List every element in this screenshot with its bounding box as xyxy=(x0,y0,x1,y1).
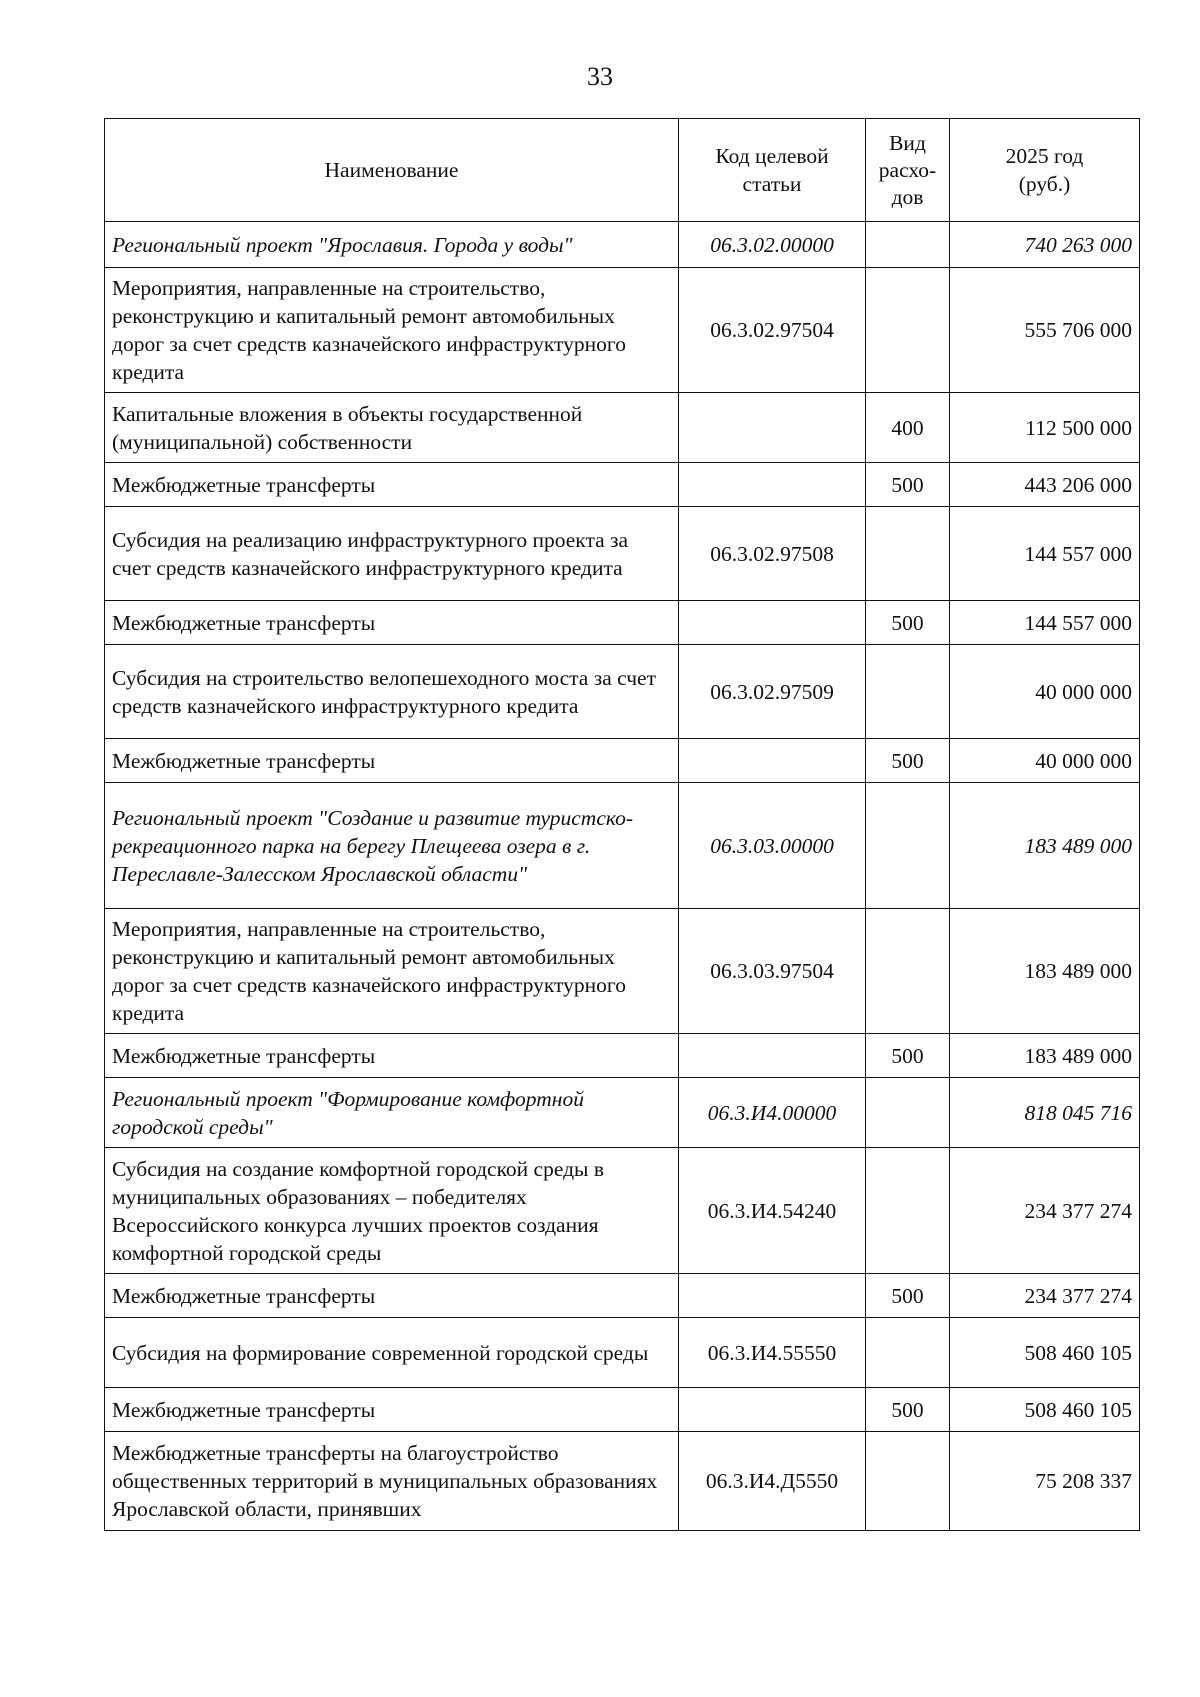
row-type-cell: 500 xyxy=(866,601,950,645)
row-code-cell xyxy=(679,393,866,463)
header-name: Наименование xyxy=(105,119,679,222)
table-row xyxy=(105,222,1140,268)
row-name-cell: Межбюджетные трансферты на благоустройство общественных территорий в муниципальных образованиях Ярославской области, принявших xyxy=(105,1432,679,1531)
row-name-cell: Региональный проект "Создание и развитие туристско-рекреационного парка на берегу Плещеева озера в г. Переславле-Залесском Ярославской области" xyxy=(105,783,679,909)
row-code-cell xyxy=(679,1034,866,1078)
row-type-cell xyxy=(866,1318,950,1388)
table-row xyxy=(105,601,1140,645)
row-type-cell xyxy=(866,909,950,1034)
row-type-cell: 500 xyxy=(866,739,950,783)
row-type-cell xyxy=(866,1078,950,1148)
row-code-cell: 06.3.02.00000 xyxy=(679,222,866,268)
row-code-cell xyxy=(679,739,866,783)
table-row xyxy=(105,1432,1140,1531)
row-code-cell: 06.3.02.97504 xyxy=(679,268,866,393)
row-type-cell xyxy=(866,783,950,909)
row-code-cell: 06.3.03.97504 xyxy=(679,909,866,1034)
row-sum-cell: 443 206 000 xyxy=(950,463,1140,507)
table-row xyxy=(105,1318,1140,1388)
row-name-cell: Межбюджетные трансферты xyxy=(105,601,679,645)
row-code-cell: 06.3.02.97509 xyxy=(679,645,866,739)
row-name-cell: Межбюджетные трансферты xyxy=(105,1274,679,1318)
row-code-cell: 06.3.03.00000 xyxy=(679,783,866,909)
row-code-cell: 06.3.И4.Д5550 xyxy=(679,1432,866,1531)
row-sum-cell: 40 000 000 xyxy=(950,739,1140,783)
row-code-cell: 06.3.И4.54240 xyxy=(679,1148,866,1274)
row-sum-cell: 818 045 716 xyxy=(950,1078,1140,1148)
row-sum-cell: 183 489 000 xyxy=(950,1034,1140,1078)
row-type-cell: 400 xyxy=(866,393,950,463)
row-name-cell: Региональный проект "Формирование комфортной городской среды" xyxy=(105,1078,679,1148)
header-code: Код целевой статьи xyxy=(679,119,866,222)
row-type-cell xyxy=(866,1432,950,1531)
header-sum: 2025 год (руб.) xyxy=(950,119,1140,222)
table-row xyxy=(105,1148,1140,1274)
table-row xyxy=(105,507,1140,601)
row-name-cell: Межбюджетные трансферты xyxy=(105,1034,679,1078)
row-code-cell xyxy=(679,601,866,645)
row-type-cell xyxy=(866,645,950,739)
row-type-cell xyxy=(866,222,950,268)
table-row xyxy=(105,909,1140,1034)
row-sum-cell: 40 000 000 xyxy=(950,645,1140,739)
row-code-cell: 06.3.02.97508 xyxy=(679,507,866,601)
table-row xyxy=(105,739,1140,783)
table-row xyxy=(105,783,1140,909)
row-sum-cell: 75 208 337 xyxy=(950,1432,1140,1531)
row-code-cell xyxy=(679,1388,866,1432)
row-type-cell: 500 xyxy=(866,1034,950,1078)
row-code-cell xyxy=(679,1274,866,1318)
row-code-cell: 06.3.И4.00000 xyxy=(679,1078,866,1148)
row-type-cell xyxy=(866,1148,950,1274)
row-name-cell: Субсидия на создание комфортной городской среды в муниципальных образованиях – победителях Всероссийского конкурса лучших проектов создания комфортной городской среды xyxy=(105,1148,679,1274)
row-name-cell: Субсидия на строительство велопешеходного моста за счет средств казначейского инфраструктурного кредита xyxy=(105,645,679,739)
row-sum-cell: 740 263 000 xyxy=(950,222,1140,268)
row-sum-cell: 144 557 000 xyxy=(950,507,1140,601)
table-row xyxy=(105,393,1140,463)
row-name-cell: Капитальные вложения в объекты государственной (муниципальной) собственности xyxy=(105,393,679,463)
table-row xyxy=(105,1388,1140,1432)
row-sum-cell: 234 377 274 xyxy=(950,1148,1140,1274)
row-name-cell: Мероприятия, направленные на строительство, реконструкцию и капитальный ремонт автомобильных дорог за счет средств казначейского инфраструктурного кредита xyxy=(105,268,679,393)
row-name-cell: Межбюджетные трансферты xyxy=(105,739,679,783)
table-header-row xyxy=(105,119,1140,222)
row-sum-cell: 183 489 000 xyxy=(950,783,1140,909)
row-name-cell: Субсидия на реализацию инфраструктурного проекта за счет средств казначейского инфраструктурного кредита xyxy=(105,507,679,601)
row-sum-cell: 112 500 000 xyxy=(950,393,1140,463)
row-type-cell xyxy=(866,268,950,393)
row-type-cell: 500 xyxy=(866,463,950,507)
row-name-cell: Мероприятия, направленные на строительство, реконструкцию и капитальный ремонт автомобильных дорог за счет средств казначейского инфраструктурного кредита xyxy=(105,909,679,1034)
table-row xyxy=(105,1034,1140,1078)
row-type-cell: 500 xyxy=(866,1388,950,1432)
row-name-cell: Региональный проект "Ярославия. Города у воды" xyxy=(105,222,679,268)
table-row xyxy=(105,463,1140,507)
row-sum-cell: 555 706 000 xyxy=(950,268,1140,393)
row-code-cell: 06.3.И4.55550 xyxy=(679,1318,866,1388)
row-sum-cell: 508 460 105 xyxy=(950,1388,1140,1432)
row-name-cell: Межбюджетные трансферты xyxy=(105,463,679,507)
row-code-cell xyxy=(679,463,866,507)
table-row xyxy=(105,1078,1140,1148)
row-sum-cell: 234 377 274 xyxy=(950,1274,1140,1318)
header-type: Вид расхо-дов xyxy=(866,119,950,222)
row-name-cell: Межбюджетные трансферты xyxy=(105,1388,679,1432)
row-sum-cell: 508 460 105 xyxy=(950,1318,1140,1388)
row-type-cell: 500 xyxy=(866,1274,950,1318)
row-type-cell xyxy=(866,507,950,601)
table-row xyxy=(105,1274,1140,1318)
row-name-cell: Субсидия на формирование современной городской среды xyxy=(105,1318,679,1388)
row-sum-cell: 183 489 000 xyxy=(950,909,1140,1034)
table-row xyxy=(105,268,1140,393)
page-number: 33 xyxy=(587,62,613,91)
row-sum-cell: 144 557 000 xyxy=(950,601,1140,645)
table-row xyxy=(105,645,1140,739)
budget-table xyxy=(104,118,1140,1531)
